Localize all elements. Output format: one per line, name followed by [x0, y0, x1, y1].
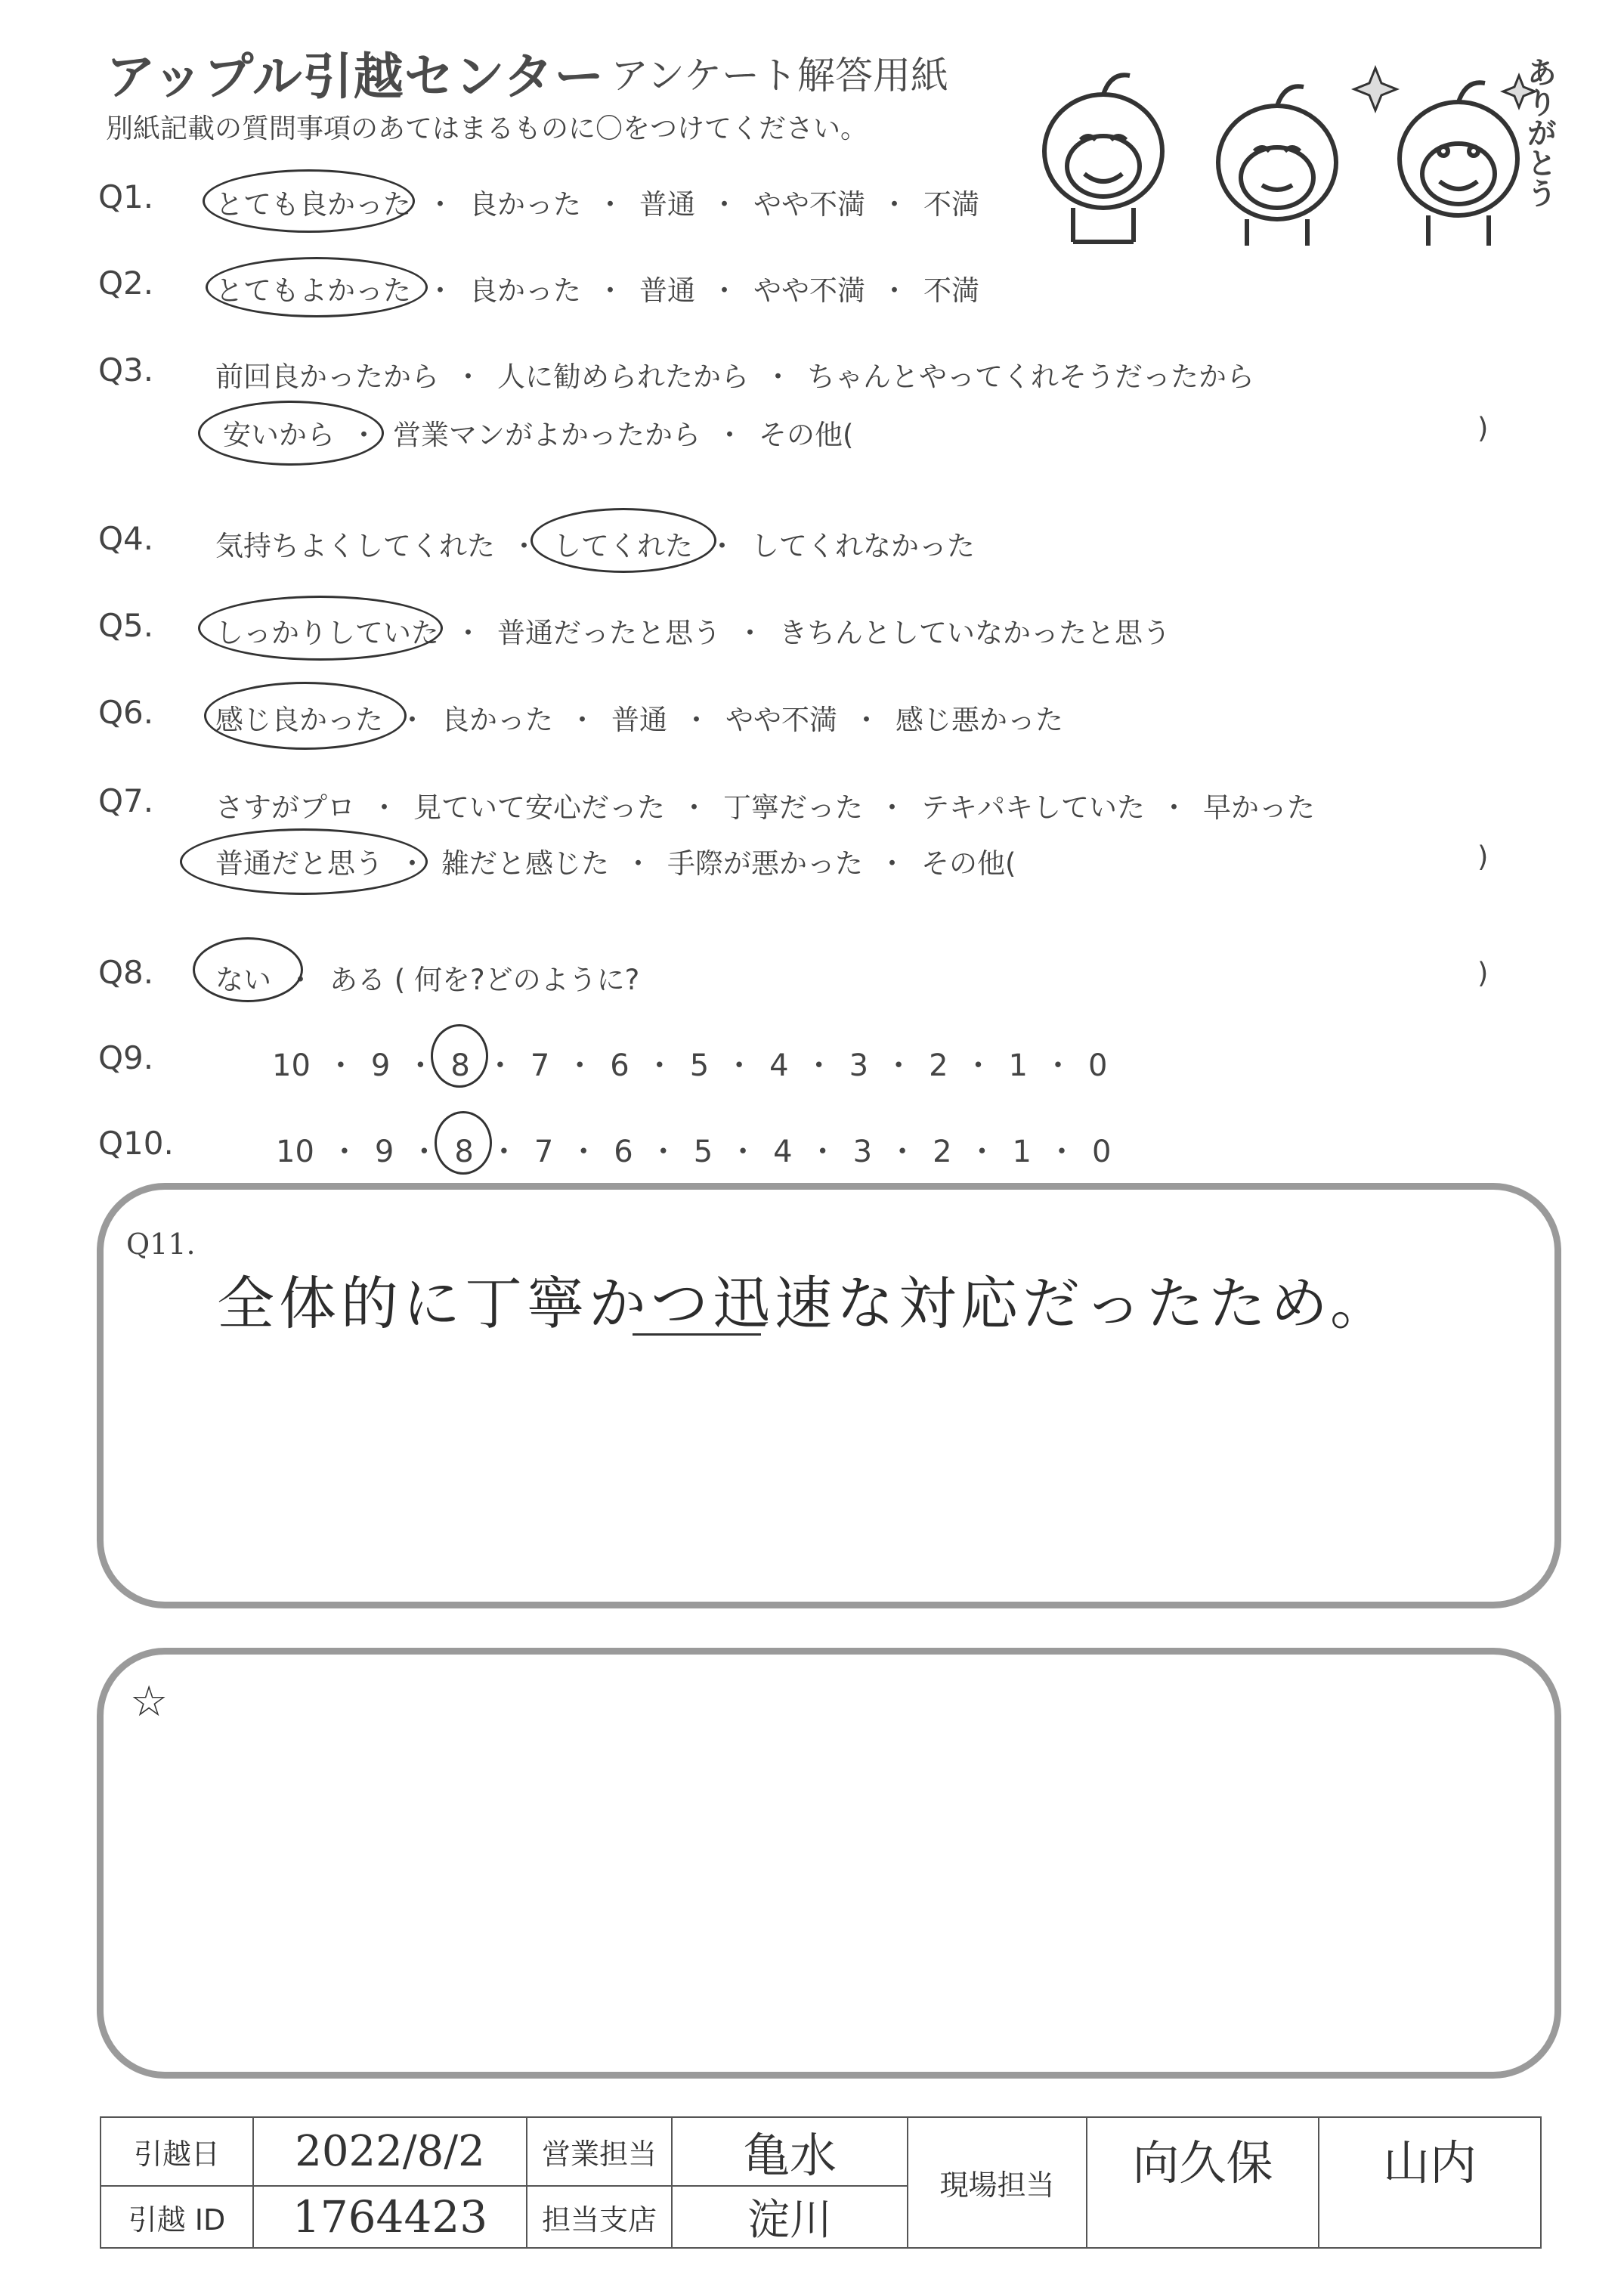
q2-option-2[interactable]: 良かった	[469, 274, 581, 307]
star-comment-box[interactable]	[97, 1648, 1561, 2079]
q10-label: Q10.	[98, 1125, 174, 1162]
q10-separator: ・	[967, 1135, 998, 1169]
q4-option-2[interactable]: してくれた	[553, 530, 693, 562]
q10-score-0[interactable]: 0	[1091, 1135, 1112, 1169]
q1-option-4[interactable]: やや不満	[753, 188, 865, 221]
q2-label: Q2.	[98, 265, 154, 302]
q6-option-5[interactable]: 感じ悪かった	[896, 704, 1063, 736]
q6-option-2[interactable]: 良かった	[441, 704, 553, 736]
q6-label: Q6.	[98, 694, 154, 731]
q9-score-8[interactable]: 8	[450, 1048, 470, 1083]
q4-option-3[interactable]: してくれなかった	[751, 530, 975, 562]
q6-option-4[interactable]: やや不満	[725, 704, 837, 736]
q2-option-4[interactable]: やや不満	[753, 274, 865, 307]
q7-selection-circle	[180, 828, 428, 895]
q3-option-5[interactable]: 営業マンがよかったから	[393, 419, 701, 451]
q8-option-1[interactable]: ない	[215, 964, 271, 996]
q5-option-1[interactable]: しっかりしていた	[215, 617, 439, 649]
q10-selection-circle	[435, 1111, 492, 1175]
q4-options: 気持ちよくしてくれた ・ してくれた ・ してくれなかった	[215, 523, 975, 564]
q10-separator: ・	[1046, 1135, 1077, 1169]
footer-info-table	[100, 2116, 1542, 2249]
sales-value: 亀水	[672, 2117, 908, 2186]
q9-score-4[interactable]: 4	[769, 1048, 789, 1083]
branch-label: 担当支店	[527, 2186, 672, 2248]
q10-score-7[interactable]: 7	[534, 1135, 554, 1169]
q10-score-10[interactable]: 10	[276, 1135, 314, 1169]
monkey-mascots-illustration	[1020, 45, 1549, 249]
form-title: アンケート解答用紙	[611, 54, 948, 98]
q10-separator: ・	[409, 1135, 440, 1169]
q6-option-1[interactable]: 感じ良かった	[215, 704, 383, 736]
q3-option-4[interactable]: 安いから	[223, 419, 335, 451]
q8-option-2[interactable]: ある ( 何を?どのように?	[329, 964, 640, 996]
q2-option-1[interactable]: とてもよかった	[215, 274, 411, 307]
thanks-text: ありがとう	[1522, 57, 1557, 208]
q3-options-line2: 安いから ・ 営業マンがよかったから ・ その他(	[223, 412, 853, 453]
q3-options-line1: 前回良かったから ・ 人に勧められたから ・ ちゃんとやってくれそうだったから	[215, 354, 1254, 395]
q3-selection-circle	[198, 401, 384, 466]
q9-score-1[interactable]: 1	[1008, 1048, 1028, 1083]
q7-options-line2: 普通だと思う ・ 雑だと感じた ・ 手際が悪かった ・ その他(	[215, 841, 1016, 881]
sales-label: 営業担当	[527, 2117, 672, 2186]
q9-score-7[interactable]: 7	[530, 1048, 550, 1083]
q9-separator: ・	[484, 1048, 515, 1083]
q1-option-2[interactable]: 良かった	[469, 188, 581, 221]
q9-separator: ・	[565, 1048, 595, 1083]
q10-score-2[interactable]: 2	[933, 1135, 952, 1169]
q6-options: 感じ良かった ・ 良かった ・ 普通 ・ やや不満 ・ 感じ悪かった	[215, 697, 1063, 738]
q10-separator: ・	[488, 1135, 519, 1169]
q10-separator: ・	[807, 1135, 838, 1169]
q9-score-9[interactable]: 9	[370, 1048, 391, 1083]
star-icon: ☆	[130, 1677, 169, 1726]
q1-selection-circle	[203, 169, 415, 233]
q10-score-3[interactable]: 3	[852, 1135, 873, 1169]
q9-label: Q9.	[98, 1039, 154, 1076]
q5-options: しっかりしていた ・ 普通だったと思う ・ きちんとしていなかったと思う	[215, 610, 1171, 651]
q9-score-3[interactable]: 3	[849, 1048, 869, 1083]
q1-options: とても良かった ・ 良かった ・ 普通 ・ やや不満 ・ 不満	[215, 181, 979, 222]
q9-score-0[interactable]: 0	[1087, 1048, 1108, 1083]
q9-scale	[272, 1042, 1107, 1085]
q7-label: Q7.	[98, 782, 154, 819]
q7-options-line1: さすがプロ ・ 見ていて安心だった ・ 丁寧だった ・ テキパキしていた ・ 早かった	[215, 785, 1315, 825]
q9-separator: ・	[405, 1048, 436, 1083]
q11-label: Q11.	[126, 1227, 196, 1261]
site-value-1: 向久保	[1087, 2117, 1319, 2248]
site-value-2: 山内	[1319, 2117, 1541, 2248]
q3-option-3[interactable]: ちゃんとやってくれそうだったから	[807, 361, 1254, 393]
q6-selection-circle	[204, 682, 407, 750]
q5-label: Q5.	[98, 607, 154, 644]
q7-option-6[interactable]: 普通だと思う	[215, 847, 383, 880]
q1-option-1[interactable]: とても良かった	[215, 188, 411, 221]
q1-label: Q1.	[98, 178, 154, 215]
branch-value: 淀川	[672, 2186, 908, 2248]
q10-score-9[interactable]: 9	[374, 1135, 394, 1169]
q9-score-6[interactable]: 6	[610, 1048, 629, 1083]
q5-option-2[interactable]: 普通だったと思う	[497, 617, 721, 649]
q9-score-10[interactable]: 10	[272, 1048, 311, 1083]
move-id-value: 1764423	[253, 2186, 527, 2248]
q2-options: とてもよかった ・ 良かった ・ 普通 ・ やや不満 ・ 不満	[215, 268, 979, 308]
q8-label: Q8.	[98, 954, 154, 991]
q3-label: Q3.	[98, 351, 154, 389]
q9-separator: ・	[803, 1048, 834, 1083]
q10-scale	[276, 1128, 1111, 1171]
q2-option-3[interactable]: 普通	[639, 274, 695, 307]
q10-separator: ・	[329, 1135, 360, 1169]
move-date-value: 2022/8/2	[253, 2117, 527, 2186]
q5-selection-circle	[198, 596, 443, 661]
q3-option-2[interactable]: 人に勧められたから	[497, 361, 749, 393]
q2-option-5[interactable]: 不満	[923, 274, 979, 307]
q7-option-8[interactable]: 手際が悪かった	[667, 847, 863, 880]
q7-option-2[interactable]: 見ていて安心だった	[413, 791, 665, 824]
q8-options: ない ・ ある ( 何を?どのように?	[215, 957, 639, 998]
q3-option-6[interactable]: その他(	[759, 419, 854, 451]
q9-separator: ・	[325, 1048, 356, 1083]
move-date-label: 引越日	[101, 2117, 253, 2186]
q11-answer: 全体的に丁寧かつ迅速な対応だったため。	[217, 1270, 1392, 1337]
q10-score-4[interactable]: 4	[773, 1135, 793, 1169]
q8-close-paren: )	[1477, 957, 1489, 989]
q7-option-7[interactable]: 雑だと感じた	[441, 847, 609, 880]
q4-option-1[interactable]: 気持ちよくしてくれた	[215, 530, 495, 562]
q10-separator: ・	[568, 1135, 599, 1169]
q9-score-5[interactable]: 5	[689, 1048, 710, 1083]
q10-score-6[interactable]: 6	[614, 1135, 633, 1169]
q3-close-paren: )	[1477, 412, 1489, 444]
q10-separator: ・	[887, 1135, 918, 1169]
q5-option-3[interactable]: きちんとしていなかったと思う	[779, 617, 1171, 649]
q9-separator: ・	[1042, 1048, 1073, 1083]
company-name: アップル引越センター	[106, 48, 605, 106]
instruction-text: 別紙記載の質問事項のあてはまるものに〇をつけてください。	[106, 113, 868, 144]
q7-close-paren: )	[1477, 841, 1489, 873]
q9-separator: ・	[724, 1048, 755, 1083]
q11-comment-box[interactable]	[97, 1183, 1561, 1608]
q9-selection-circle	[431, 1024, 488, 1088]
q1-option-5[interactable]: 不満	[923, 188, 979, 221]
q11-underline	[633, 1333, 761, 1336]
q2-selection-circle	[206, 257, 428, 317]
q7-option-4[interactable]: テキパキしていた	[921, 791, 1145, 824]
q4-label: Q4.	[98, 520, 154, 557]
q7-option-5[interactable]: 早かった	[1203, 791, 1315, 824]
q9-score-2[interactable]: 2	[929, 1048, 948, 1083]
q1-option-3[interactable]: 普通	[639, 188, 695, 221]
q9-separator: ・	[883, 1048, 914, 1083]
q10-separator: ・	[648, 1135, 679, 1169]
q10-score-5[interactable]: 5	[693, 1135, 713, 1169]
q10-score-1[interactable]: 1	[1012, 1135, 1032, 1169]
q8-selection-circle	[193, 937, 303, 1002]
q6-option-3[interactable]: 普通	[611, 704, 667, 736]
q10-score-8[interactable]: 8	[454, 1135, 474, 1169]
q7-option-9[interactable]: その他(	[921, 847, 1016, 880]
q9-separator: ・	[963, 1048, 994, 1083]
q7-option-3[interactable]: 丁寧だった	[723, 791, 863, 824]
q10-separator: ・	[728, 1135, 759, 1169]
site-label: 現場担当	[908, 2117, 1087, 2248]
q7-option-1[interactable]: さすがプロ	[215, 791, 355, 824]
move-id-label: 引越 ID	[101, 2186, 253, 2248]
q4-selection-circle	[531, 508, 716, 573]
q9-separator: ・	[644, 1048, 675, 1083]
q3-option-1[interactable]: 前回良かったから	[215, 361, 439, 393]
